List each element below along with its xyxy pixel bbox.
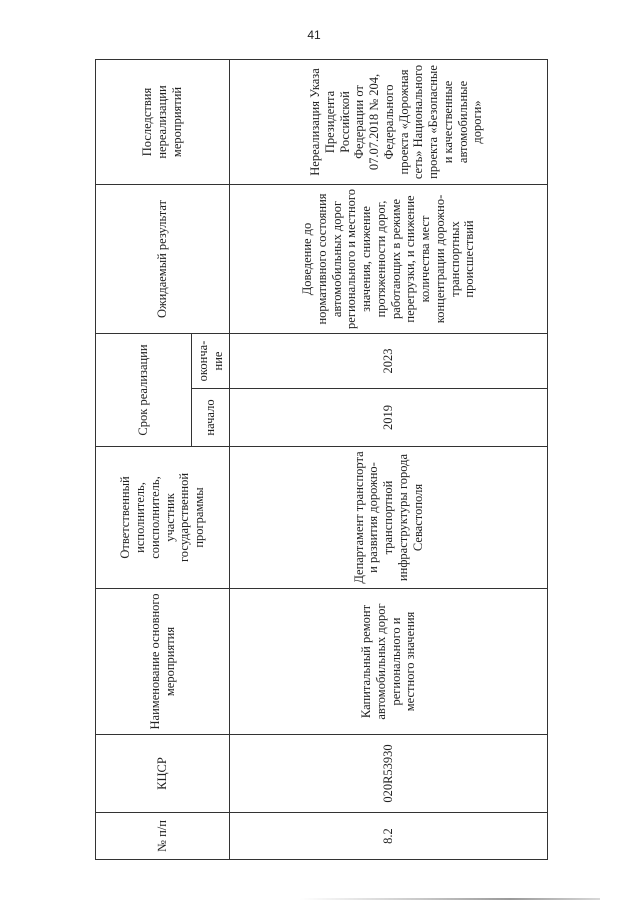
table-row: [230, 59, 548, 859]
cell-kcsr: 020R53930: [230, 735, 548, 813]
program-table: [95, 59, 548, 860]
header-start: начало: [192, 389, 230, 447]
cell-executor: Департамент транспорта и развития дорожно-транспортной инфраструктуры города Севастополя: [230, 447, 548, 589]
cell-result: Доведение до нормативного состояния автомобильных дорог регионального и местного значения, снижение протяженности дорог, работающих в режиме перегрузки, и снижение количества мест концентрации дорожно-транспортных происшествий: [230, 184, 548, 333]
header-end: оконча-ние: [192, 333, 230, 388]
header-consequences: Последствия нереализации мероприятий: [96, 59, 230, 184]
header-executor: Ответственный исполнитель, соисполнитель, участник государственной программы: [96, 447, 230, 589]
cell-consequences: Нереализация Указа Президента Российской Федерации от 07.07.2018 № 204, Федерального проекта «Дорожная сеть» Национального проекта «Безопасные и качественные автомобильные дороги»: [230, 59, 548, 184]
header-row-1: [96, 59, 192, 859]
header-result: Ожидаемый результат: [96, 184, 230, 333]
rotated-table-container: [95, 60, 548, 860]
page-number: 41: [307, 28, 321, 42]
header-kcsr: КЦСР: [96, 735, 230, 813]
header-term: Срок реализации: [96, 333, 192, 446]
cell-name: Капитальный ремонт автомобильных дорог регионального и местного значения: [230, 589, 548, 735]
header-no: № п/п: [96, 813, 230, 860]
scan-artifact-line: [300, 898, 600, 900]
cell-start: 2019: [230, 389, 548, 447]
header-name: Наименование основного мероприятия: [96, 589, 230, 735]
cell-no: 8.2: [230, 813, 548, 860]
cell-end: 2023: [230, 333, 548, 388]
